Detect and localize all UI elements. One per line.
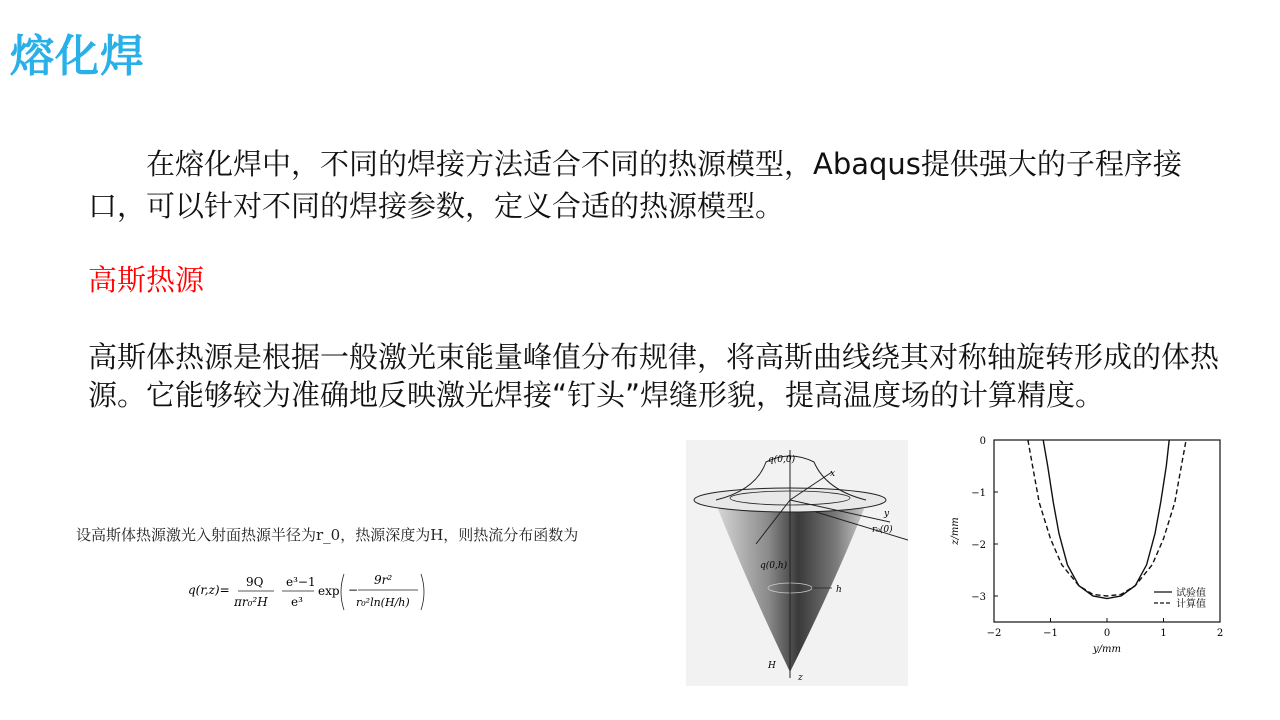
paren-right [421, 574, 424, 610]
y-tick-label: 0 [979, 436, 986, 447]
legend-label-2: 计算值 [1176, 599, 1206, 610]
page-title: 熔化焊 [10, 31, 145, 82]
paren-left [341, 574, 344, 610]
intro-paragraph [88, 143, 1228, 227]
label-z: z [798, 673, 803, 683]
formula-num2: e³−1 [286, 575, 316, 589]
heat-flux-formula [188, 560, 428, 620]
label-h: h [836, 585, 842, 595]
label-x: x [830, 469, 836, 479]
y-tick-label: −2 [971, 540, 986, 551]
label-q0h: q(0,h) [760, 561, 788, 571]
section-heading: 高斯热源 [88, 263, 205, 297]
formula-intro: 设高斯体热源激光入射面热源半径为r_0，热源深度为H，则热流分布函数为 [76, 526, 579, 544]
y-axis-label: z/mm [950, 517, 961, 545]
series-line-1 [1043, 440, 1169, 599]
y-tick-label: −3 [971, 592, 986, 603]
x-axis-label: y/mm [1093, 644, 1121, 655]
formula-num3: 9r² [374, 573, 393, 587]
gaussian-cone-diagram [686, 440, 908, 686]
formula-den3: r₀²ln(H/h) [356, 596, 410, 609]
x-tick-label: −1 [1043, 628, 1058, 639]
x-tick-label: 2 [1216, 628, 1224, 639]
x-tick-label: 1 [1160, 628, 1167, 639]
y-tick-label: −1 [971, 488, 986, 499]
label-r0: r₀(0) [872, 525, 893, 535]
label-y: y [884, 509, 890, 519]
label-q00: q(0,0) [768, 455, 796, 465]
x-tick-label: −2 [986, 628, 1002, 639]
intro-text: 在熔化焊中，不同的焊接方法适合不同的热源模型，Abaqus提供强大的子程序接口，可以针对不同的焊接参数，定义合适的热源模型。 [88, 147, 1182, 223]
legend-label-1: 试验值 [1176, 588, 1206, 599]
formula-minus: − [348, 583, 359, 597]
x-tick-label: 0 [1103, 628, 1111, 639]
weld-profile-chart [936, 430, 1236, 660]
formula-den1: πr₀²H [234, 595, 268, 609]
formula-exp: exp [318, 584, 340, 598]
formula-lhs: q(r,z)= [188, 583, 230, 597]
formula-den2: e³ [291, 595, 303, 609]
formula-num1: 9Q [246, 575, 264, 589]
label-H: H [768, 661, 776, 671]
series-line-2 [1028, 440, 1186, 596]
description-paragraph: 高斯体热源是根据一般激光束能量峰值分布规律，将高斯曲线绕其对称轴旋转形成的体热源。它能够较为准确地反映激光焊接“钉头”焊缝形貌，提高温度场的计算精度。 [88, 340, 1220, 412]
